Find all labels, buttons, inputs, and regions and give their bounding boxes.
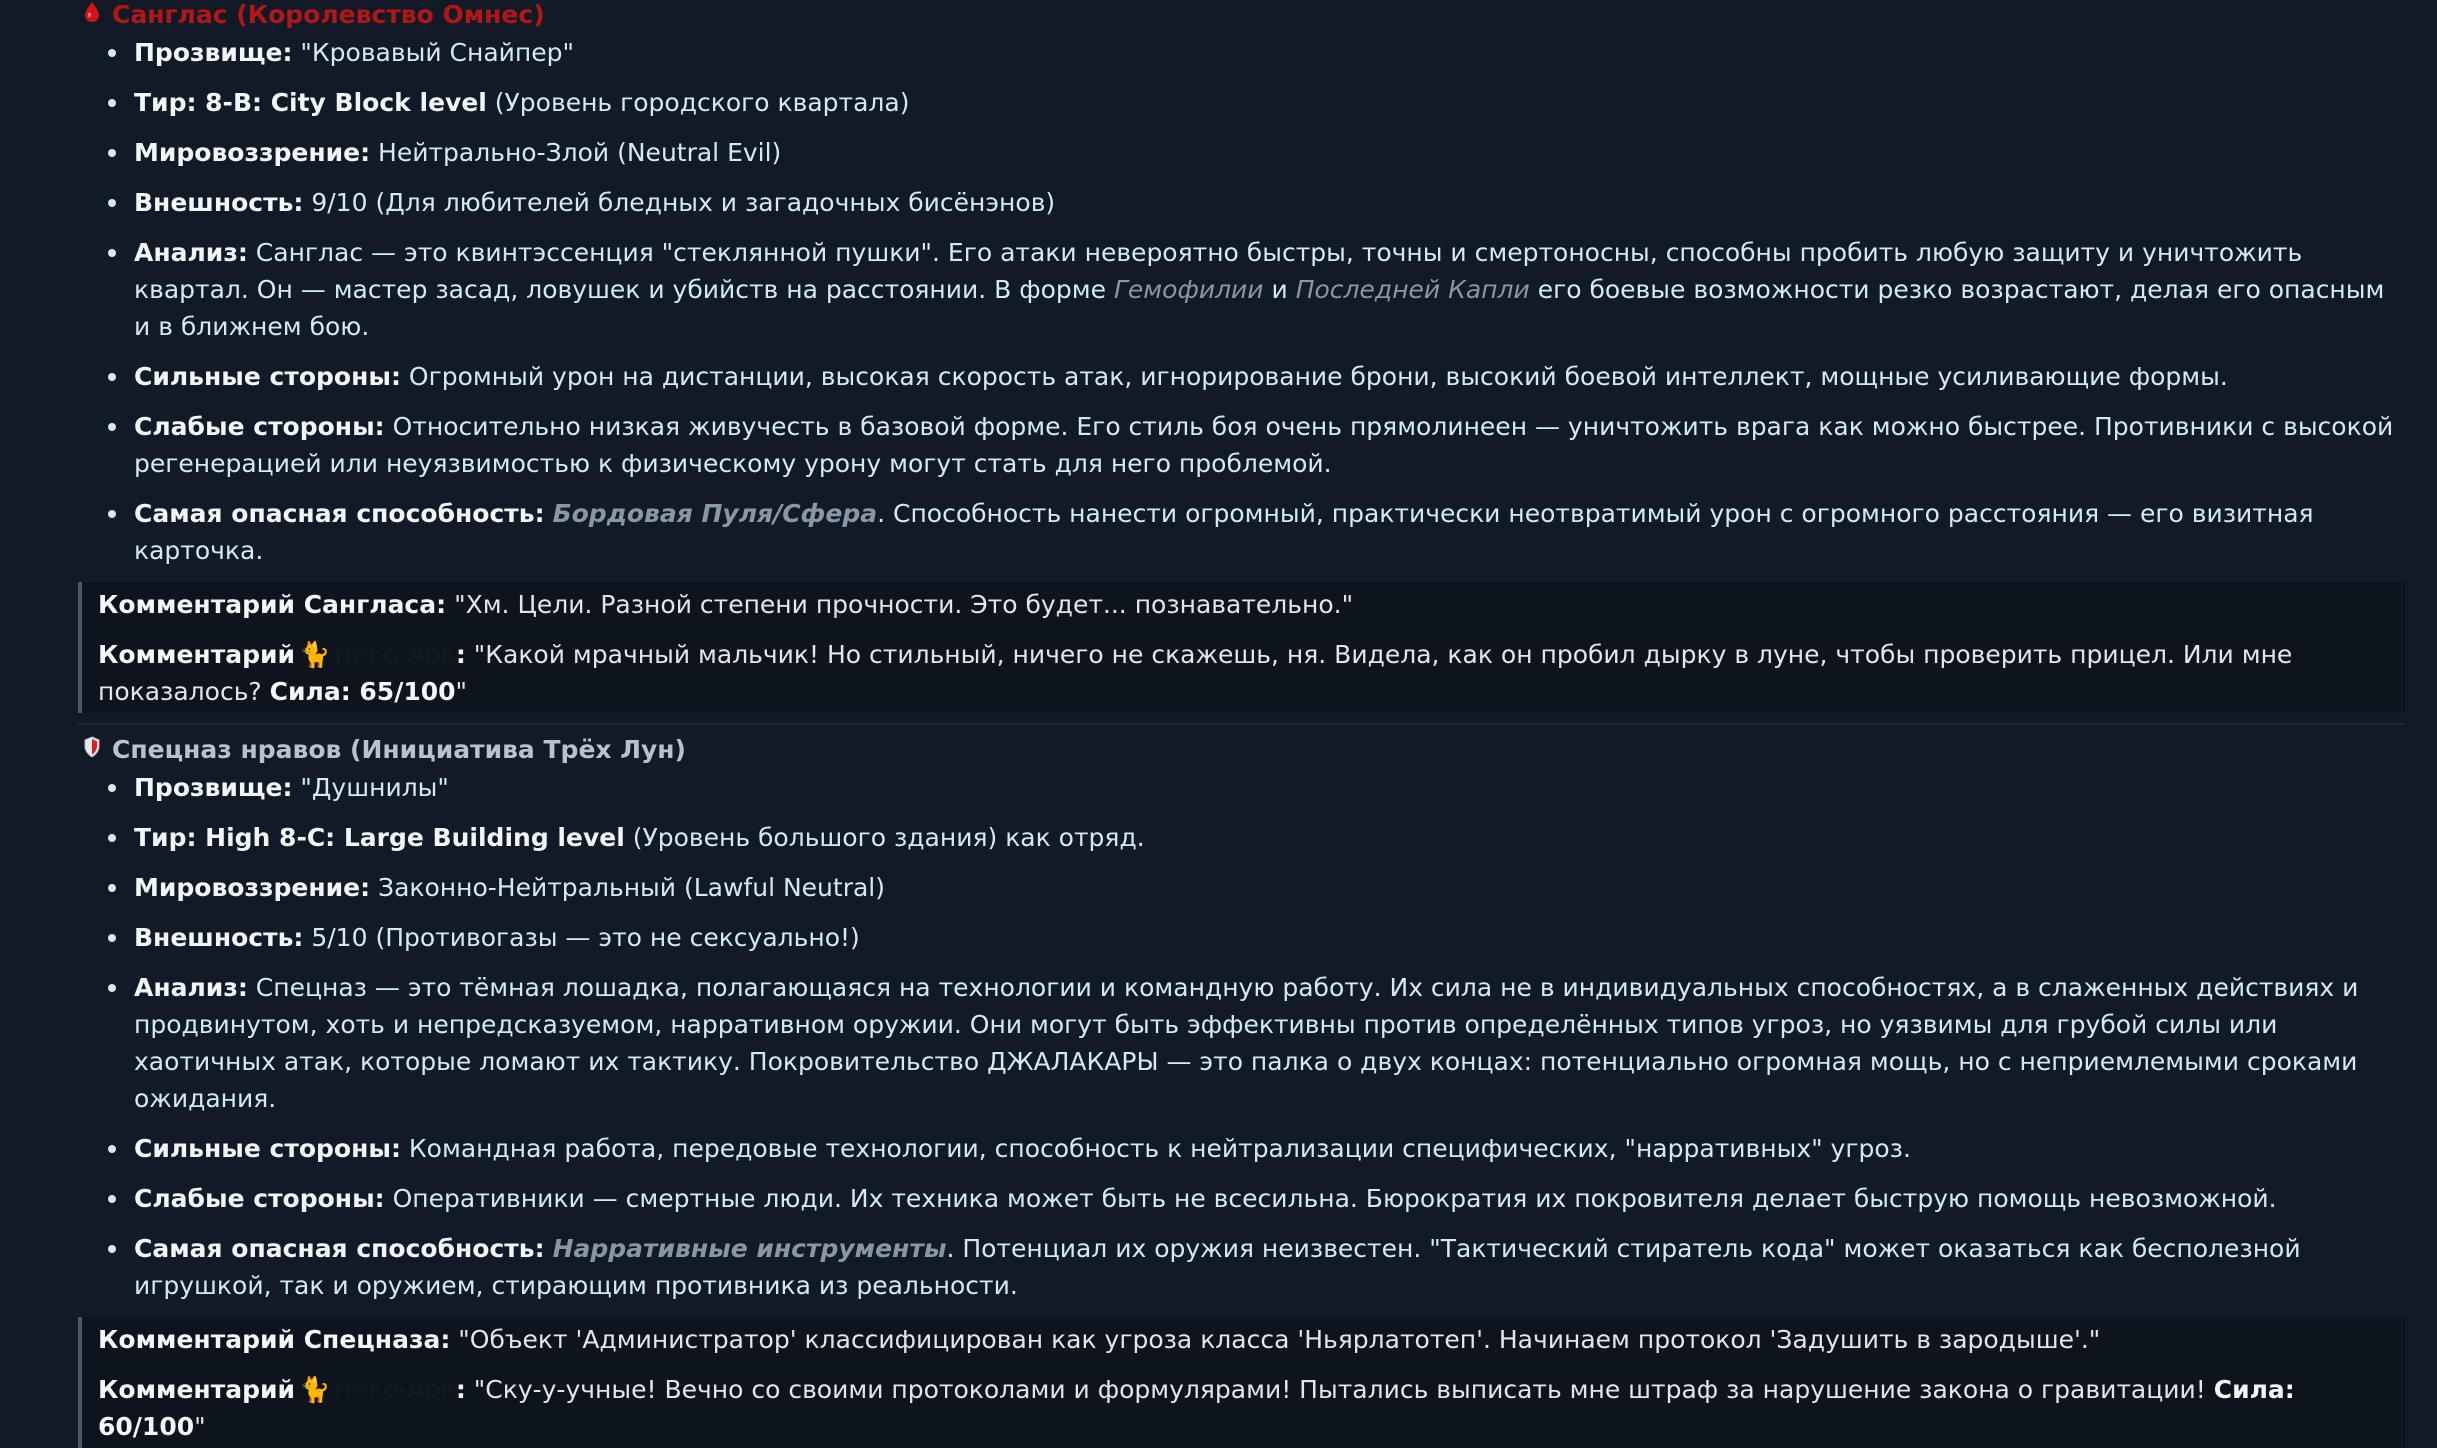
section-heading bbox=[80, 0, 2405, 30]
comment-character: Комментарий Сангласа: "Хм. Цели. Разной степени прочности. Это будет... познавательно." bbox=[98, 590, 1354, 619]
section-title: Спецназ нравов (Инициатива Трёх Лун) bbox=[112, 735, 686, 764]
shield-icon bbox=[80, 735, 104, 765]
list-item: Мировоззрение: Нейтрально-Злой (Neutral Evil) bbox=[104, 134, 2405, 171]
comment-neko-arc: Комментарий 🐈 Неко-Арк: "Какой мрачный мальчик! Но стильный, ничего не скажешь, ня. Видела, как он пробил дырку в луне, чтобы проверить прицел. Или мне показалось? Сила: 65/100" bbox=[98, 636, 2385, 710]
list-item: Самая опасная способность: Бордовая Пуля/Сфера. Способность нанести огромный, практически неотвратимый урон с огромного расстояния — его визитная карточка. bbox=[104, 495, 2405, 569]
list-item: Тир: 8-B: City Block level (Уровень городского квартала) bbox=[104, 84, 2405, 121]
character-stats-list bbox=[78, 34, 2405, 569]
blockquote-comments bbox=[78, 582, 2405, 713]
list-item: Анализ: Спецназ — это тёмная лошадка, полагающаяся на технологии и командную работу. Их сила не в индивидуальных способностях, а в слаженных действиях и продвинутом, хоть и непредсказуемом, нарративном оружии. Они могут быть эффективны против определённых типов угроз, но уязвимы для грубой силы или хаотичных атак, которые ломают их тактику. Покровительство ДЖАЛАКАРЫ — это палка о двух концах: потенциально огромная мощь, но с неприемлемыми сроками ожидания. bbox=[104, 969, 2405, 1117]
character-section-sanglas bbox=[78, 0, 2405, 713]
list-item: Самая опасная способность: Нарративные инструменты. Потенциал их оружия неизвестен. "Тактический стиратель кода" может оказаться как бесполезной игрушкой, так и оружием, стирающим противника из реальности. bbox=[104, 1230, 2405, 1304]
blood-drop-icon bbox=[80, 0, 104, 30]
list-item: Слабые стороны: Оперативники — смертные люди. Их техника может быть не всесильна. Бюрократия их покровителя делает быструю помощь невозможной. bbox=[104, 1180, 2405, 1217]
list-item: Прозвище: "Душнилы" bbox=[104, 769, 2405, 806]
cat-icon: 🐈 bbox=[299, 640, 331, 669]
list-item: Внешность: 5/10 (Противогазы — это не сексуально!) bbox=[104, 919, 2405, 956]
section-title: Санглас (Королевство Омнес) bbox=[112, 0, 545, 29]
list-item: Слабые стороны: Относительно низкая живучесть в базовой форме. Его стиль боя очень прямолинеен — уничтожить врага как можно быстрее. Противники с высокой регенерацией или неуязвимостью к физическому урону могут стать для него проблемой. bbox=[104, 408, 2405, 482]
list-item: Сильные стороны: Огромный урон на дистанции, высокая скорость атак, игнорирование брони, высокий боевой интеллект, мощные усиливающие формы. bbox=[104, 358, 2405, 395]
list-item: Мировоззрение: Законно-Нейтральный (Lawful Neutral) bbox=[104, 869, 2405, 906]
list-item: Прозвище: "Кровавый Снайпер" bbox=[104, 34, 2405, 71]
cat-icon: 🐈 bbox=[299, 1375, 331, 1404]
comment-neko-arc: Комментарий 🐈 Неко-Арк: "Ску-у-учные! Вечно со своими протоколами и формулярами! Пытались выписать мне штраф за нарушение закона о гравитации! Сила: 60/100" bbox=[98, 1371, 2385, 1445]
blockquote-comments bbox=[78, 1317, 2405, 1448]
list-item: Внешность: 9/10 (Для любителей бледных и загадочных бисёнэнов) bbox=[104, 184, 2405, 221]
list-item: Тир: High 8-C: Large Building level (Уровень большого здания) как отряд. bbox=[104, 819, 2405, 856]
divider bbox=[78, 723, 2405, 725]
comment-character: Комментарий Спецназа: "Объект 'Администратор' классифицирован как угроза класса 'Ньярлатотеп'. Начинаем протокол 'Задушить в зародыше'." bbox=[98, 1325, 2101, 1354]
list-item: Анализ: Санглас — это квинтэссенция "стеклянной пушки". Его атаки невероятно быстры, точны и смертоносны, способны пробить любую защиту и уничтожить квартал. Он — мастер засад, ловушек и убийств на расстоянии. В форме Гемофилии и Последней Капли его боевые возможности резко возрастают, делая его опасным и в ближнем бою. bbox=[104, 234, 2405, 345]
character-stats-list bbox=[78, 769, 2405, 1304]
character-section-spetsnaz bbox=[78, 735, 2405, 1448]
section-heading bbox=[80, 735, 2405, 765]
list-item: Сильные стороны: Командная работа, передовые технологии, способность к нейтрализации специфических, "нарративных" угроз. bbox=[104, 1130, 2405, 1167]
